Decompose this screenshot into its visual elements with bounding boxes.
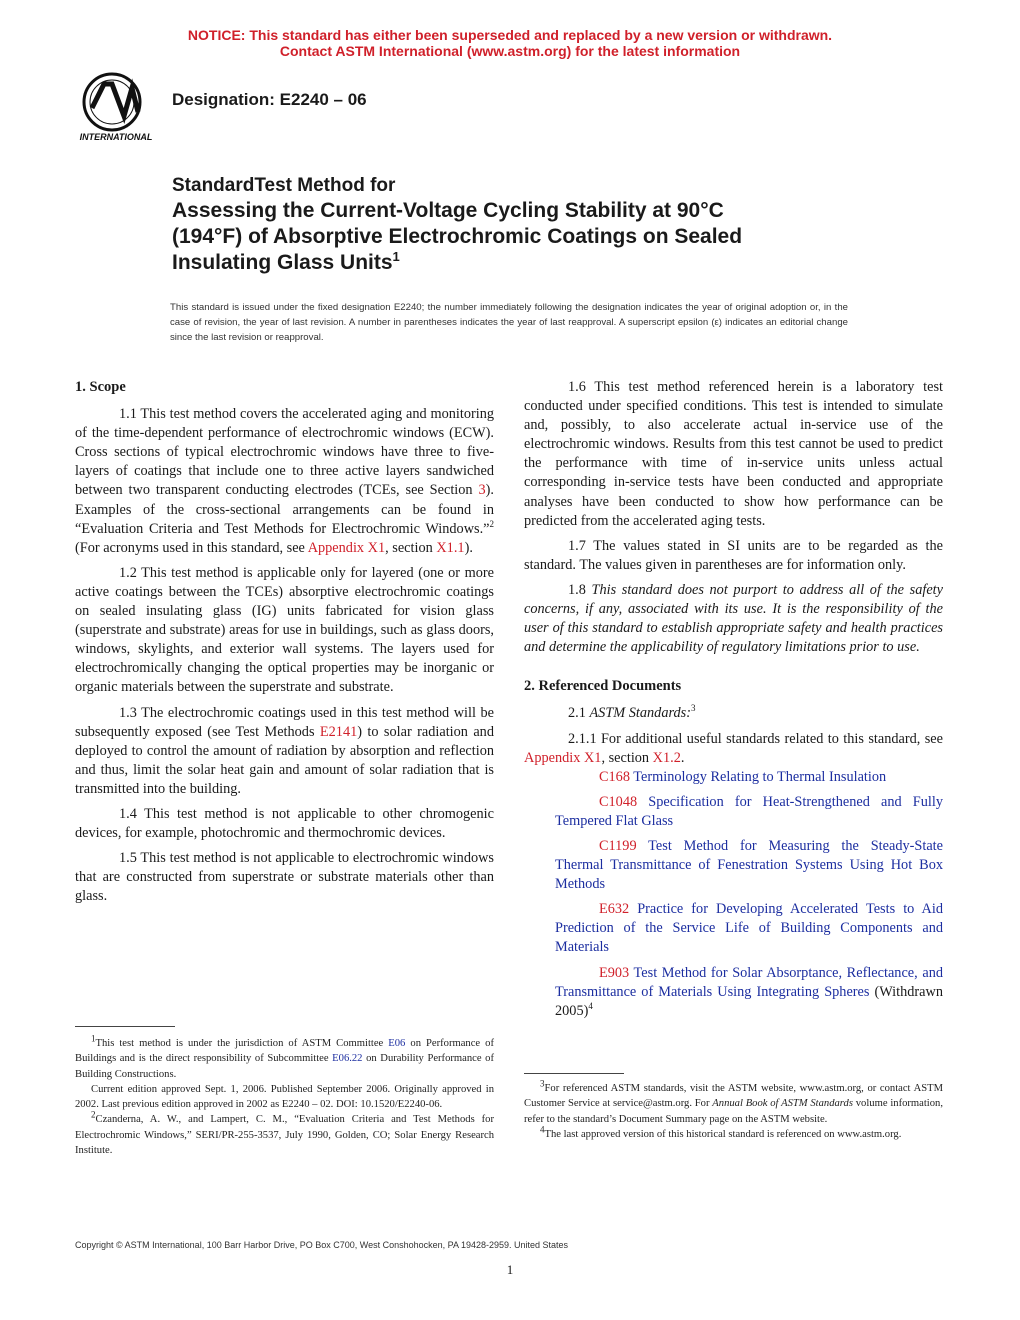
ref-title: Terminology Relating to Thermal Insulation (629, 768, 887, 785)
fn4-text: The last approved version of this historical standard is referenced on www.astm.org. (544, 1128, 902, 1140)
title-line-3 (172, 250, 872, 276)
paragraph-1-6: 1.6 This test method referenced herein is a laboratory test conducted under specified conditions. This test is intended to simulate and, possibly, to also accelerate actual in-service use of the electrochromic windows. Results from this test cannot be used to predict the performance with time of in-service units unless actual corresponding in-service tests have been conducted and appropriate analyses have been conducted to show how performance can be predicted from the accelerated aging tests. (524, 379, 943, 529)
right-column (524, 378, 943, 1027)
p8-italic-text: This standard does not purport to address all of the safety concerns, if any, associated with its use. It is the responsibility of the user of this standard to establish appropriate safety and health practices and determine the applicability of regulatory limitations prior to use. (524, 581, 943, 656)
footnote-rule-left (75, 1026, 175, 1027)
fn2-mark: 2 (91, 1109, 96, 1120)
copyright-line: Copyright © ASTM International, 100 Barr Harbor Drive, PO Box C700, West Conshohocken, PA 19428-2959. United States (75, 1240, 569, 1250)
footnote-2 (75, 1109, 494, 1158)
e2141-link[interactable]: E2141 (319, 723, 358, 740)
fn1-mark: 1 (91, 1033, 96, 1044)
fn1-text-a: This test method is under the jurisdiction of ASTM Committee (95, 1038, 389, 1049)
footnote-2-mark: 2 (489, 518, 494, 529)
x1-1-link[interactable]: X1.1 (436, 539, 465, 556)
ref-title: Test Method for Solar Absorptance, Reflectance, and Transmittance of Materials Using Integrating Spheres (555, 964, 943, 1000)
ref-code: C168 (599, 768, 630, 785)
paragraph-2-1 (524, 704, 943, 723)
p3-text-a: 1.3 The electrochromic coatings used in this test method will be subsequently exposed (see Test Methods (75, 704, 494, 740)
p21-number: 2.1 (568, 705, 590, 722)
paragraph-1-3 (75, 704, 494, 799)
footnotes-left (75, 1033, 494, 1158)
paragraph-1-7: 1.7 The values stated in SI units are to be regarded as the standard. The values given in parentheses are for information only. (524, 537, 943, 573)
footnote-1-edition: Current edition approved Sept. 1, 2006. Published September 2006. Originally approved in 2002. Last previous edition approved in 2002 as E2240 – 02. DOI: 10.1520/E2240-06. (75, 1083, 494, 1111)
ref-code: C1199 (599, 837, 637, 854)
supersede-notice (0, 27, 1020, 59)
notice-line-2: Contact ASTM International (www.astm.org) for the latest information (279, 43, 741, 59)
ref-code: C1048 (599, 793, 638, 810)
paragraph-1-5: 1.5 This test method is not applicable to electrochromic windows that are constructed from superstrate or substrate materials other than glass. (75, 850, 494, 905)
title-subheading: StandardTest Method for (172, 175, 396, 196)
fn4-mark: 4 (540, 1124, 545, 1135)
referenced-standards-list (524, 768, 943, 1021)
x1-2-link[interactable]: X1.2 (652, 749, 681, 766)
footnote-1 (75, 1033, 494, 1082)
footnote-4 (524, 1124, 943, 1142)
paragraph-2-1-1 (524, 730, 943, 768)
footnote-rule-right (524, 1073, 624, 1074)
p1-text-e: ). (464, 539, 473, 556)
p1-text-c: (For acronyms used in this standard, see (75, 539, 308, 556)
p1-text-d: , section (385, 539, 437, 556)
p3-text-b: ) to solar radiation and deployed to control the amount of radiation by absorption and reflection and thus, limit the solar heat gain and amount of solar radiation that is transmitted into the building. (75, 723, 494, 797)
fn3-text-a: For referenced ASTM standards, visit the ASTM website, www.astm.org, or contact ASTM Customer Service at service@astm.org. For (524, 1083, 943, 1110)
fn3-mark: 3 (540, 1078, 545, 1089)
p211-text-c: . (680, 749, 685, 766)
ref-item-c168[interactable] (524, 768, 943, 787)
notice-line-1: NOTICE: This standard has either been superseded and replaced by a new version or withdrawn. (187, 27, 833, 43)
title-line-1: Assessing the Current-Voltage Cycling Stability at 90°C (172, 199, 724, 222)
designation: Designation: E2240 – 06 (172, 90, 367, 109)
p21-italic: ASTM Standards: (589, 705, 691, 722)
section-heading-referenced-documents: 2. Referenced Documents (524, 678, 682, 695)
section-3-link[interactable]: 3 (478, 482, 486, 499)
footnote-4-mark: 4 (588, 1000, 593, 1011)
p1-text-b: ). Examples of the cross-sectional arrangements can be found in “Evaluation Criteria and Test Methods for Electrochromic Windows.” (75, 482, 494, 537)
ref-code: E632 (599, 901, 630, 918)
p211-text-b: , section (601, 749, 653, 766)
e06-22-link[interactable]: E06.22 (332, 1053, 363, 1065)
appendix-x1-link[interactable]: Appendix X1 (307, 539, 386, 556)
title-line-2: (194°F) of Absorptive Electrochromic Coatings on Sealed (172, 225, 743, 248)
astm-logo (72, 72, 164, 144)
p211-text-a: 2.1.1 For additional useful standards related to this standard, see (568, 730, 943, 747)
fn2-text: Czanderna, A. W., and Lampert, C. M., “Evaluation Criteria and Test Methods for Electrochromic Windows,” SERI/PR-255-3537, July 1990, Golden, CO; Solar Energy Research Institute. (75, 1114, 494, 1157)
fn1-text-b: on Performance of Buildings and is the direct responsibility of Subcommittee (75, 1038, 494, 1065)
ref-withdrawn-note: (Withdrawn 2005) (555, 983, 944, 1019)
footnotes-right (524, 1078, 943, 1142)
p1-text-a: 1.1 This test method covers the accelerated aging and monitoring of the time-dependent performance of electrochromic windows (ECW). Cross sections of typical electrochromic windows have three to five-layers of coatings that include one to three active layers sandwiched between two transparent conducting electrodes (TCEs, see Section (75, 406, 494, 499)
ref-title: Practice for Developing Accelerated Tests to Aid Prediction of the Service Life of Building Components and Materials (555, 901, 943, 956)
ref-item-e903[interactable] (524, 964, 943, 1021)
ref-title: Specification for Heat-Strengthened and Fully Tempered Flat Glass (555, 793, 943, 829)
ref-item-c1048[interactable] (524, 793, 943, 831)
p8-number: 1.8 (568, 581, 592, 598)
e06-link[interactable]: E06 (388, 1038, 406, 1049)
paragraph-1-8 (524, 581, 943, 657)
fn3-text-b: volume information, refer to the standard’s Document Summary page on the ASTM website. (524, 1098, 943, 1125)
ref-item-e632[interactable] (524, 900, 943, 957)
footnote-3-mark: 3 (691, 703, 696, 714)
ref-item-c1199[interactable] (524, 837, 943, 894)
fn3-italic: Annual Book of ASTM Standards (712, 1098, 853, 1110)
appendix-x1-link-2[interactable]: Appendix X1 (524, 749, 602, 766)
ref-code: E903 (599, 964, 630, 981)
paragraph-1-2: 1.2 This test method is applicable only for layered (one or more active coatings between the TCEs) absorptive electrochromic coatings on sealed insulating glass (IG) units fabricated for vision glass (superstrate and substrate) areas for use in buildings, such as glass doors, windows, skylights, and exterior wall systems. The layers used for electrochromically changing the optical properties may be inorganic or organic materials between the superstrate and substrate. (75, 564, 494, 696)
page-number: 1 (506, 1262, 514, 1277)
section-heading-scope: 1. Scope (75, 379, 126, 395)
title-footnote-mark: 1 (392, 249, 400, 264)
title-line-3-text: Insulating Glass Units (172, 251, 393, 274)
logo-label: INTERNATIONAL (79, 132, 153, 142)
paragraph-1-1 (75, 405, 494, 558)
footnote-3 (524, 1078, 943, 1127)
fn1-text-c: on Durability Performance of Building Constructions. (75, 1053, 494, 1080)
document-title (172, 174, 872, 276)
left-column (75, 378, 494, 912)
ref-title: Test Method for Measuring the Steady-State Thermal Transmittance of Fenestration Systems Using Hot Box Methods (555, 837, 943, 893)
issued-note: This standard is issued under the fixed designation E2240; the number immediately following the designation indicates the year of original adoption or, in the case of revision, the year of last revision. A number in parentheses indicates the year of last reapproval. A superscript epsilon (ε) indicates an editorial change since the last revision or reapproval. (170, 302, 848, 343)
paragraph-1-4: 1.4 This test method is not applicable to other chromogenic devices, for example, photochromic and thermochromic devices. (75, 805, 494, 842)
